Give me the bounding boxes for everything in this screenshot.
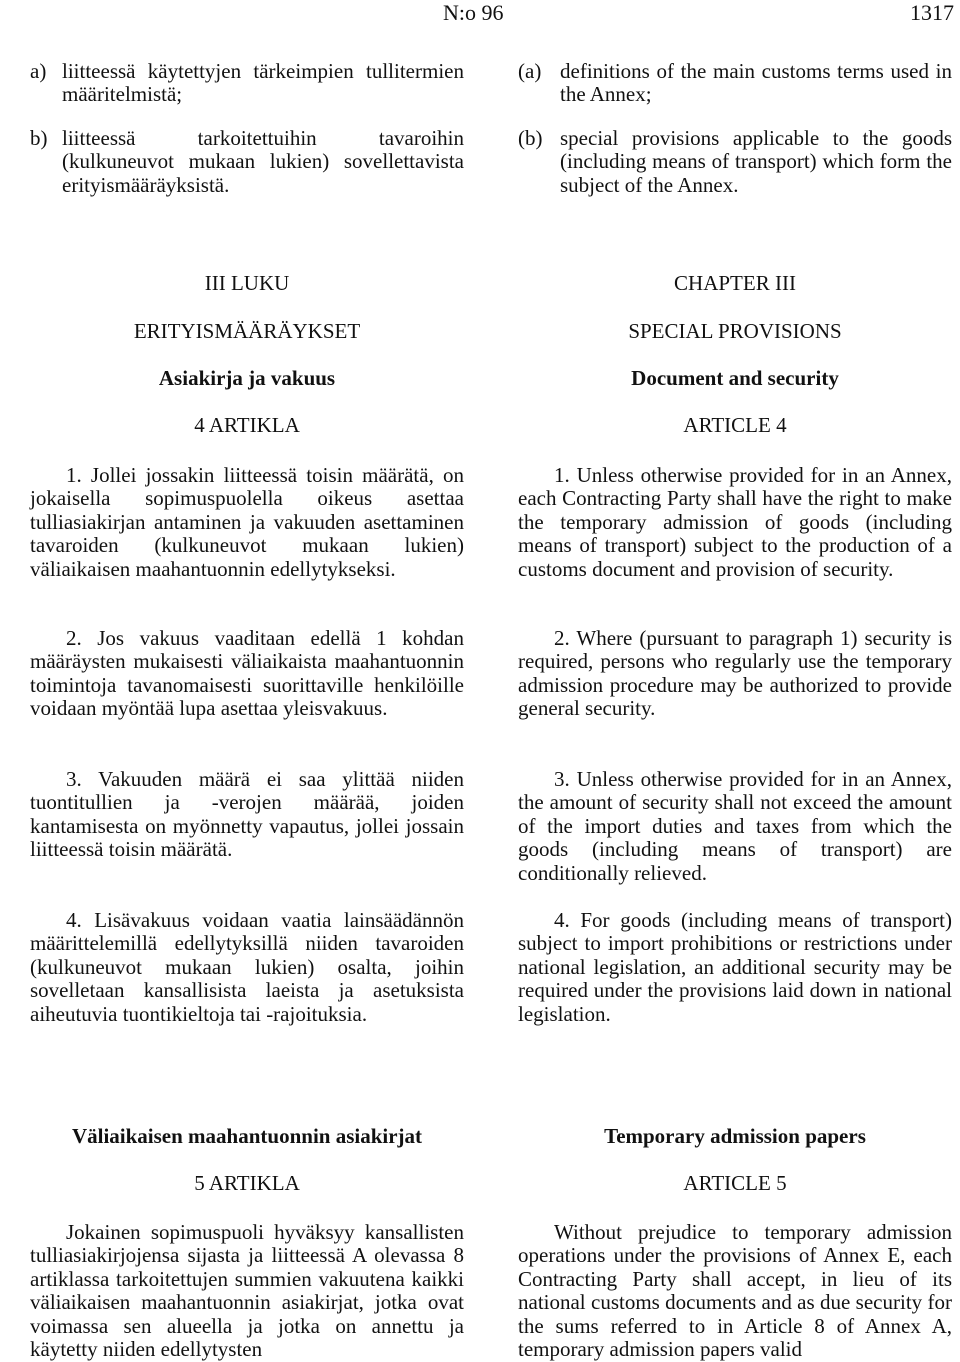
list-item-label: (b) [518, 125, 543, 150]
section-title: Asiakirja ja vakuus [158, 366, 336, 390]
article-paragraph: Without prejudice to temporary admission operations under the provisions of Annex E, each Contracting Party shall accept, in lieu of its national customs documents and as due security for the sums referred to in Article 8 of Annex A, temporary admission papers valid [518, 1220, 952, 1362]
article-paragraph: 4. For goods (including means of transport) subject to import prohibitions or restrictions under national legislation, an additional security may be required under the provisions laid down in national legislation. [518, 908, 952, 1026]
section-title: Document and security [631, 366, 839, 390]
chapter-title: SPECIAL PROVISIONS [628, 319, 842, 343]
article-heading: ARTICLE 5 [683, 1171, 787, 1195]
page-number: 1317 [910, 0, 954, 25]
article-paragraph: 1. Unless otherwise provided for in an Annex, each Contracting Party shall have the right to make the temporary admission of goods (including means of transport) subject to the production of a customs document and provision of security. [518, 463, 952, 581]
list-item [30, 127, 464, 197]
list-item-text: special provisions applicable to the goods (including means of transport) which form the subject of the Annex. [560, 125, 952, 197]
article-heading: 5 ARTIKLA [194, 1171, 300, 1195]
list-item-text: definitions of the main customs terms used in the Annex; [560, 59, 952, 107]
list-item-label: (a) [518, 59, 542, 83]
chapter-heading: III LUKU [204, 271, 290, 295]
list-item-text: liitteessä käytettyjen tärkeimpien tullitermien määritelmistä; [62, 59, 464, 107]
article-heading: ARTICLE 4 [683, 413, 787, 437]
article-paragraph: 1. Jollei jossakin liitteessä toisin määrätä, on jokaisella sopimuspuolella oikeus asettaa tulliasiakirjan antaminen ja vakuuden asettaminen tavaroiden (kulkuneuvot mukaan lukien) väliaikaisen maahantuonnin edellytykseksi. [30, 463, 464, 581]
list-item [30, 60, 464, 107]
chapter-title: ERITYISMÄÄRÄYKSET [133, 319, 361, 343]
right-list [518, 60, 952, 197]
article-paragraph: 3. Unless otherwise provided for in an Annex, the amount of security shall not exceed the amount of the import duties and taxes from which the goods (including means of transport) are conditionally relieved. [518, 767, 952, 885]
list-item-label: b) [30, 125, 48, 150]
article-paragraph: 2. Where (pursuant to paragraph 1) security is required, persons who regularly use the temporary admission procedure may be authorized to provide general security. [518, 626, 952, 721]
article-paragraph: 3. Vakuuden määrä ei saa ylittää niiden tuontitullien ja -verojen määrää, joiden kantamisesta on myönnetty vapautus, jollei jossain liitteessä toisin määrätä. [30, 767, 464, 862]
section-title: Temporary admission papers [604, 1124, 866, 1148]
page-header-number: N:o 96 [443, 0, 504, 25]
list-item-label: a) [30, 59, 47, 83]
article-paragraph: 2. Jos vakuus vaaditaan edellä 1 kohdan määräysten mukaisesti väliaikaista maahantuonnin toimintoja tavanomaisesti suorittaville henkilöille voidaan myöntää lupa asettaa yleisvakuus. [30, 626, 464, 721]
list-item [518, 127, 952, 197]
article-paragraph: Jokainen sopimuspuoli hyväksyy kansallisten tulliasiakirjojensa sijasta ja liitteessä A olevassa 8 artiklassa tarkoitettujen summien vakuutena kaikki väliaikaisen maahantuonnin asiakirjat, jotka ovat voimassa sen alueella ja jotka on annettu ja käytetty niiden edellytysten [30, 1220, 464, 1362]
left-list [30, 60, 464, 197]
list-item [518, 60, 952, 107]
section-title: Väliaikaisen maahantuonnin asiakirjat [71, 1124, 423, 1148]
chapter-heading: CHAPTER III [674, 271, 796, 295]
article-paragraph: 4. Lisävakuus voidaan vaatia lainsäädännön määrittelemillä edellytyksillä niiden tavaroiden (kulkuneuvot mukaan lukien) osalta, joihin sovelletaan kansallisista laeista ja asetuksista aiheutuvia tuontikieltoja tai -rajoituksia. [30, 908, 464, 1026]
article-heading: 4 ARTIKLA [194, 413, 300, 437]
list-item-text: liitteessä tarkoitettuihin tavaroihin (kulkuneuvot mukaan lukien) sovellettavista erityismääräyksistä. [62, 125, 464, 197]
